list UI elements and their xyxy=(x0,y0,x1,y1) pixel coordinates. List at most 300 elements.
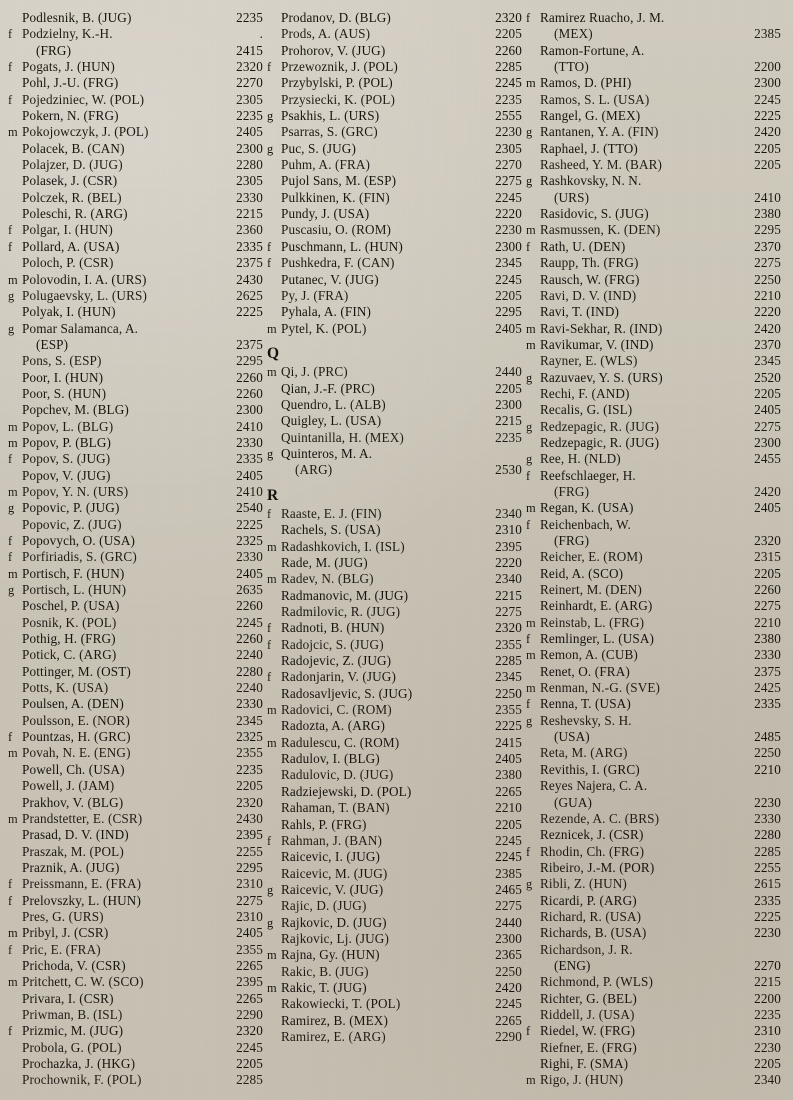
player-entry xyxy=(267,173,522,189)
player-rating: 2325 xyxy=(236,729,263,745)
player-rating: 2270 xyxy=(495,157,522,173)
player-rating: 2355 xyxy=(236,745,263,761)
player-name: Quintanilla, H. (MEX) xyxy=(281,429,404,445)
player-entry xyxy=(267,413,522,429)
player-entry xyxy=(526,876,781,892)
player-name: Riedel, W. (FRG) xyxy=(540,1023,636,1039)
player-rating: 2295 xyxy=(236,859,263,875)
player-entry xyxy=(526,10,781,26)
player-rating: 2200 xyxy=(754,59,781,75)
title-flag: f xyxy=(267,60,272,75)
player-name: Regan, K. (USA) xyxy=(540,500,634,516)
player-name: Pountzas, H. (GRC) xyxy=(22,729,131,745)
player-rating: 2260 xyxy=(236,598,263,614)
player-rating: 2215 xyxy=(495,587,522,603)
player-entry xyxy=(267,43,522,59)
player-entry xyxy=(526,141,781,157)
player-rating: 2230 xyxy=(495,222,522,238)
player-name: Razuvaev, Y. S. (URS) xyxy=(540,369,663,385)
player-rating: 2330 xyxy=(236,696,263,712)
player-rating: 2295 xyxy=(754,222,781,238)
player-entry xyxy=(267,996,522,1012)
player-rating: 2245 xyxy=(495,849,522,865)
player-entry xyxy=(526,762,781,778)
player-rating: 2615 xyxy=(754,876,781,892)
player-name: Redzepagic, R. (JUG) xyxy=(540,418,660,434)
player-rating: 2520 xyxy=(754,369,781,385)
player-entry xyxy=(8,402,263,418)
player-name: Raupp, Th. (FRG) xyxy=(540,255,639,271)
player-entry xyxy=(267,288,522,304)
player-rating: 2270 xyxy=(236,75,263,91)
player-entry xyxy=(8,876,263,892)
player-rating: 2285 xyxy=(495,653,522,669)
player-rating: 2220 xyxy=(754,304,781,320)
player-rating: 2265 xyxy=(495,783,522,799)
player-entry xyxy=(267,784,522,800)
player-entry xyxy=(526,43,781,59)
player-rating: 2205 xyxy=(754,140,781,156)
title-flag: m xyxy=(526,337,536,352)
player-rating: 2230 xyxy=(754,925,781,941)
title-flag: f xyxy=(8,534,13,548)
title-flag: m xyxy=(526,76,536,91)
player-rating: 2235 xyxy=(236,108,263,124)
player-entry xyxy=(8,451,263,467)
player-entry xyxy=(8,26,263,42)
player-entry xyxy=(267,239,522,255)
title-flag: m xyxy=(8,272,18,287)
player-name: Przysiecki, K. (POL) xyxy=(281,91,395,107)
player-entry xyxy=(8,582,263,598)
player-name: Reshevsky, S. H. xyxy=(540,712,632,728)
title-flag: g xyxy=(526,174,533,189)
player-entry xyxy=(526,157,781,173)
player-rating: 2485 xyxy=(754,729,781,745)
player-entry xyxy=(526,566,781,582)
player-name: Pyhala, A. (FIN) xyxy=(281,304,372,320)
player-entry xyxy=(526,925,781,941)
player-entry xyxy=(8,10,263,26)
player-rating: 2225 xyxy=(236,516,263,532)
player-rating: 2210 xyxy=(754,761,781,777)
player-entry xyxy=(8,173,263,189)
title-flag: f xyxy=(267,239,272,254)
title-flag: f xyxy=(8,60,13,75)
title-flag: m xyxy=(267,365,277,380)
player-name: Raicevic, V. (JUG) xyxy=(281,881,384,897)
player-name: Portisch, L. (HUN) xyxy=(22,582,127,598)
player-entry xyxy=(8,958,263,974)
player-entry xyxy=(267,364,522,380)
player-name: Rechi, F. (AND) xyxy=(540,385,630,401)
player-name: (ARG) xyxy=(295,462,333,478)
player-name: Pytel, K. (POL) xyxy=(281,320,367,336)
player-entry xyxy=(526,484,781,500)
player-rating: 2305 xyxy=(495,140,522,156)
player-entry xyxy=(267,620,522,636)
player-name: Probola, G. (POL) xyxy=(22,1039,122,1055)
player-rating: 2245 xyxy=(236,1039,263,1055)
player-entry xyxy=(526,745,781,761)
player-entry xyxy=(526,631,781,647)
player-entry xyxy=(526,942,781,958)
player-rating: 2285 xyxy=(495,59,522,75)
player-entry xyxy=(8,974,263,990)
player-entry xyxy=(526,778,781,794)
player-name: Raaste, E. J. (FIN) xyxy=(281,505,382,521)
title-flag: g xyxy=(8,288,15,303)
player-entry xyxy=(526,402,781,418)
player-name: Reyes Najera, C. A. xyxy=(540,778,648,794)
player-entry xyxy=(267,686,522,702)
player-entry xyxy=(526,468,781,484)
player-entry xyxy=(267,669,522,685)
player-entry xyxy=(8,631,263,647)
player-rating: 2235 xyxy=(236,10,263,25)
title-flag: f xyxy=(526,468,531,483)
player-name: Popov, P. (BLG) xyxy=(22,434,112,450)
player-name: (FRG) xyxy=(554,533,590,548)
player-name: Ramon-Fortune, A. xyxy=(540,42,645,58)
player-name: Rashkovsky, N. N. xyxy=(540,173,642,189)
player-rating: 2250 xyxy=(754,745,781,761)
player-rating: 2315 xyxy=(754,549,781,565)
player-name: Pojedziniec, W. (POL) xyxy=(22,91,145,107)
player-rating: 2405 xyxy=(236,925,263,941)
player-rating: 2290 xyxy=(236,1006,263,1022)
title-flag: f xyxy=(8,92,13,107)
player-rating: 2335 xyxy=(236,451,263,467)
player-entry xyxy=(267,206,522,222)
player-entry xyxy=(526,59,781,75)
player-rating: 2410 xyxy=(236,418,263,434)
player-rating: 2205 xyxy=(236,778,263,794)
player-rating: 2285 xyxy=(236,1072,263,1088)
player-name: Reid, A. (SCO) xyxy=(540,565,624,581)
player-name: Quendro, L. (ALB) xyxy=(281,396,386,412)
title-flag: f xyxy=(8,942,13,957)
title-flag: m xyxy=(8,566,18,581)
player-entry xyxy=(8,745,263,761)
player-name: Puhm, A. (FRA) xyxy=(281,157,371,173)
player-name: Prichoda, V. (CSR) xyxy=(22,957,126,973)
player-name: Rasidovic, S. (JUG) xyxy=(540,206,649,222)
player-rating: 2310 xyxy=(754,1023,781,1039)
title-flag: m xyxy=(526,1073,536,1088)
player-name: Popov, S. (JUG) xyxy=(22,451,111,467)
player-entry xyxy=(526,451,781,467)
player-entry xyxy=(267,255,522,271)
player-entry xyxy=(267,915,522,931)
player-name: Pric, E. (FRA) xyxy=(22,941,101,957)
player-name: Richter, G. (BEL) xyxy=(540,990,637,1006)
title-flag: f xyxy=(8,1024,13,1039)
player-rating: 2240 xyxy=(236,680,263,696)
player-rating: 2255 xyxy=(236,843,263,859)
title-flag: m xyxy=(267,321,277,336)
title-flag: m xyxy=(8,419,18,434)
column-container xyxy=(8,10,785,1094)
player-rating: 2300 xyxy=(236,402,263,418)
player-name: Poor, S. (HUN) xyxy=(22,385,107,401)
player-entry xyxy=(267,964,522,980)
player-name: Quigley, L. (USA) xyxy=(281,413,382,429)
player-name: Putanec, V. (JUG) xyxy=(281,271,379,287)
player-name: Popov, V. (JUG) xyxy=(22,467,111,483)
player-entry xyxy=(8,598,263,614)
player-entry xyxy=(8,647,263,663)
player-rating: 2220 xyxy=(495,555,522,570)
player-rating: 2205 xyxy=(754,565,781,581)
player-entry xyxy=(526,92,781,108)
player-entry xyxy=(8,272,263,288)
player-rating: 2250 xyxy=(495,685,522,701)
title-flag: f xyxy=(526,11,531,25)
player-name: Raicevic, I. (JUG) xyxy=(281,849,381,865)
player-entry xyxy=(267,522,522,538)
player-entry xyxy=(526,173,781,189)
player-entry xyxy=(526,304,781,320)
player-rating: 2205 xyxy=(236,1056,263,1071)
player-entry xyxy=(8,108,263,124)
player-name: Psakhis, L. (URS) xyxy=(281,108,380,124)
player-entry xyxy=(526,500,781,516)
player-entry xyxy=(526,664,781,680)
player-rating: 2260 xyxy=(236,385,263,401)
player-name: Povah, N. E. (ENG) xyxy=(22,745,131,761)
player-name: Radulovic, D. (JUG) xyxy=(281,767,394,783)
player-rating: 2375 xyxy=(236,336,263,352)
player-entry xyxy=(8,762,263,778)
player-entry xyxy=(8,468,263,484)
player-rating: 2275 xyxy=(495,173,522,189)
player-name: Rachels, S. (USA) xyxy=(281,522,381,538)
title-flag: f xyxy=(8,893,13,908)
player-name: (USA) xyxy=(554,729,590,745)
player-name: Popov, L. (BLG) xyxy=(22,418,114,434)
player-rating: 2340 xyxy=(495,571,522,587)
player-rating: 2415 xyxy=(495,734,522,750)
player-rating: 2355 xyxy=(236,941,263,957)
player-entry xyxy=(8,370,263,386)
player-entry xyxy=(526,680,781,696)
player-name: Pres, G. (URS) xyxy=(22,908,104,924)
player-entry xyxy=(8,419,263,435)
player-rating: 2200 xyxy=(754,990,781,1006)
player-name: Ramos, S. L. (USA) xyxy=(540,91,650,107)
player-name: Radojevic, Z. (JUG) xyxy=(281,653,392,669)
player-entry xyxy=(8,811,263,827)
player-name: Reinert, M. (DEN) xyxy=(540,582,642,598)
player-entry xyxy=(8,255,263,271)
title-flag: g xyxy=(267,915,274,930)
player-name: Richardson, J. R. xyxy=(540,941,633,957)
player-rating: 2215 xyxy=(754,974,781,990)
player-entry xyxy=(267,653,522,669)
player-name: Remon, A. (CUB) xyxy=(540,647,638,663)
player-rating: . xyxy=(259,26,263,42)
player-rating: 2330 xyxy=(754,810,781,826)
player-rating: 2320 xyxy=(495,10,522,25)
player-rating: 2555 xyxy=(495,108,522,124)
player-name: Ramirez, E. (ARG) xyxy=(281,1028,386,1044)
player-entry xyxy=(8,92,263,108)
player-entry xyxy=(526,811,781,827)
player-entry xyxy=(267,817,522,833)
player-entry xyxy=(267,555,522,571)
title-flag: m xyxy=(526,681,536,696)
player-name: Ricardi, P. (ARG) xyxy=(540,892,637,908)
player-entry xyxy=(267,539,522,555)
player-entry xyxy=(526,1007,781,1023)
player-entry xyxy=(526,582,781,598)
player-rating: 2205 xyxy=(495,380,522,396)
player-entry xyxy=(8,500,263,516)
player-rating: 2425 xyxy=(754,680,781,696)
title-flag: m xyxy=(267,539,277,554)
player-rating: 2370 xyxy=(754,238,781,254)
title-flag: m xyxy=(8,746,18,761)
player-entry xyxy=(267,718,522,734)
player-entry xyxy=(8,893,263,909)
player-rating: 2410 xyxy=(236,483,263,499)
player-entry xyxy=(8,942,263,958)
player-name: (TTO) xyxy=(554,59,589,75)
player-name: (URS) xyxy=(554,189,590,205)
player-rating: 2300 xyxy=(754,434,781,450)
player-entry xyxy=(8,222,263,238)
player-rating: 2405 xyxy=(236,565,263,581)
player-entry xyxy=(526,958,781,974)
player-rating: 2275 xyxy=(495,898,522,914)
player-name: Radmanovic, M. (JUG) xyxy=(281,587,409,603)
player-name: Pollard, A. (USA) xyxy=(22,238,120,254)
player-name: Radozta, A. (ARG) xyxy=(281,718,386,734)
title-flag: m xyxy=(267,572,277,587)
player-rating: 2310 xyxy=(236,908,263,924)
player-name: Riefner, E. (FRG) xyxy=(540,1039,637,1055)
player-name: Rasmussen, K. (DEN) xyxy=(540,222,661,238)
player-name: (ENG) xyxy=(554,957,591,973)
player-name: Psarras, S. (GRC) xyxy=(281,124,378,140)
player-rating: 2245 xyxy=(495,996,522,1012)
title-flag: f xyxy=(267,256,272,271)
player-entry xyxy=(267,75,522,91)
player-name: Rakic, B. (JUG) xyxy=(281,963,369,979)
player-name: Raicevic, M. (JUG) xyxy=(281,865,388,881)
player-rating: 2210 xyxy=(754,287,781,303)
player-entry xyxy=(8,288,263,304)
player-entry xyxy=(267,108,522,124)
player-entry xyxy=(267,767,522,783)
player-name: Poulsen, A. (DEN) xyxy=(22,696,124,712)
player-name: Pulkkinen, K. (FIN) xyxy=(281,189,390,205)
player-entry xyxy=(526,909,781,925)
player-rating: 2335 xyxy=(754,696,781,712)
player-rating: 2225 xyxy=(754,108,781,124)
player-entry xyxy=(267,898,522,914)
player-rating: 2250 xyxy=(495,963,522,979)
title-flag: f xyxy=(267,506,272,521)
player-entry xyxy=(267,26,522,42)
title-flag: f xyxy=(8,877,13,892)
title-flag: f xyxy=(8,239,13,254)
player-entry xyxy=(526,1072,781,1088)
title-flag: g xyxy=(526,452,533,467)
player-rating: 2205 xyxy=(754,1056,781,1071)
player-name: Reinstab, L. (FRG) xyxy=(540,614,645,630)
title-flag: f xyxy=(267,621,272,636)
player-name: Ravi, D. V. (IND) xyxy=(540,287,637,303)
player-name: Rahman, J. (BAN) xyxy=(281,832,383,848)
player-rating: 2280 xyxy=(754,827,781,843)
player-entry xyxy=(526,206,781,222)
player-entry xyxy=(267,506,522,522)
player-rating: 2215 xyxy=(495,413,522,429)
player-name: Poulsson, E. (NOR) xyxy=(22,712,130,728)
player-rating: 2345 xyxy=(495,669,522,685)
player-rating: 2465 xyxy=(495,881,522,897)
player-entry xyxy=(267,882,522,898)
player-rating: 2255 xyxy=(754,859,781,875)
player-name: Przybylski, P. (POL) xyxy=(281,75,393,91)
title-flag: m xyxy=(526,648,536,663)
title-flag: m xyxy=(267,735,277,750)
player-rating: 2360 xyxy=(236,222,263,238)
player-entry xyxy=(8,844,263,860)
player-rating: 2280 xyxy=(236,663,263,679)
player-name: Renman, N.-G. (SVE) xyxy=(540,680,661,696)
player-entry xyxy=(8,1056,263,1072)
player-entry xyxy=(8,75,263,91)
player-entry xyxy=(526,288,781,304)
player-rating: 2385 xyxy=(495,865,522,881)
player-entry xyxy=(8,713,263,729)
player-entry xyxy=(526,615,781,631)
player-rating: 2430 xyxy=(236,810,263,826)
title-flag: f xyxy=(8,550,13,565)
player-rating: 2265 xyxy=(495,1012,522,1028)
player-rating: 2635 xyxy=(236,582,263,598)
player-entry xyxy=(267,430,522,446)
player-name: Redzepagic, R. (JUG) xyxy=(540,434,660,450)
player-entry xyxy=(526,713,781,729)
player-name: Raphael, J. (TTO) xyxy=(540,140,638,156)
player-name: Rakowiecki, T. (POL) xyxy=(281,996,401,1012)
player-rating: 2245 xyxy=(495,75,522,91)
player-entry xyxy=(267,272,522,288)
player-rating: 2430 xyxy=(236,271,263,287)
player-entry xyxy=(526,108,781,124)
player-name: Reta, M. (ARG) xyxy=(540,745,628,761)
player-entry xyxy=(267,702,522,718)
player-name: Poleschi, R. (ARG) xyxy=(22,206,128,222)
player-rating: 2230 xyxy=(495,124,522,140)
player-rating: 2205 xyxy=(495,26,522,42)
player-name: Recalis, G. (ISL) xyxy=(540,402,633,418)
player-name: (MEX) xyxy=(554,26,593,42)
player-name: Ree, H. (NLD) xyxy=(540,451,621,467)
title-flag: m xyxy=(526,501,536,516)
player-entry xyxy=(267,735,522,751)
player-entry xyxy=(267,462,522,478)
player-name: Pushkedra, F. (CAN) xyxy=(281,255,395,271)
player-entry xyxy=(526,124,781,140)
player-rating: 2205 xyxy=(495,287,522,303)
player-name: Prods, A. (AUS) xyxy=(281,26,371,42)
player-rating: 2420 xyxy=(754,483,781,499)
